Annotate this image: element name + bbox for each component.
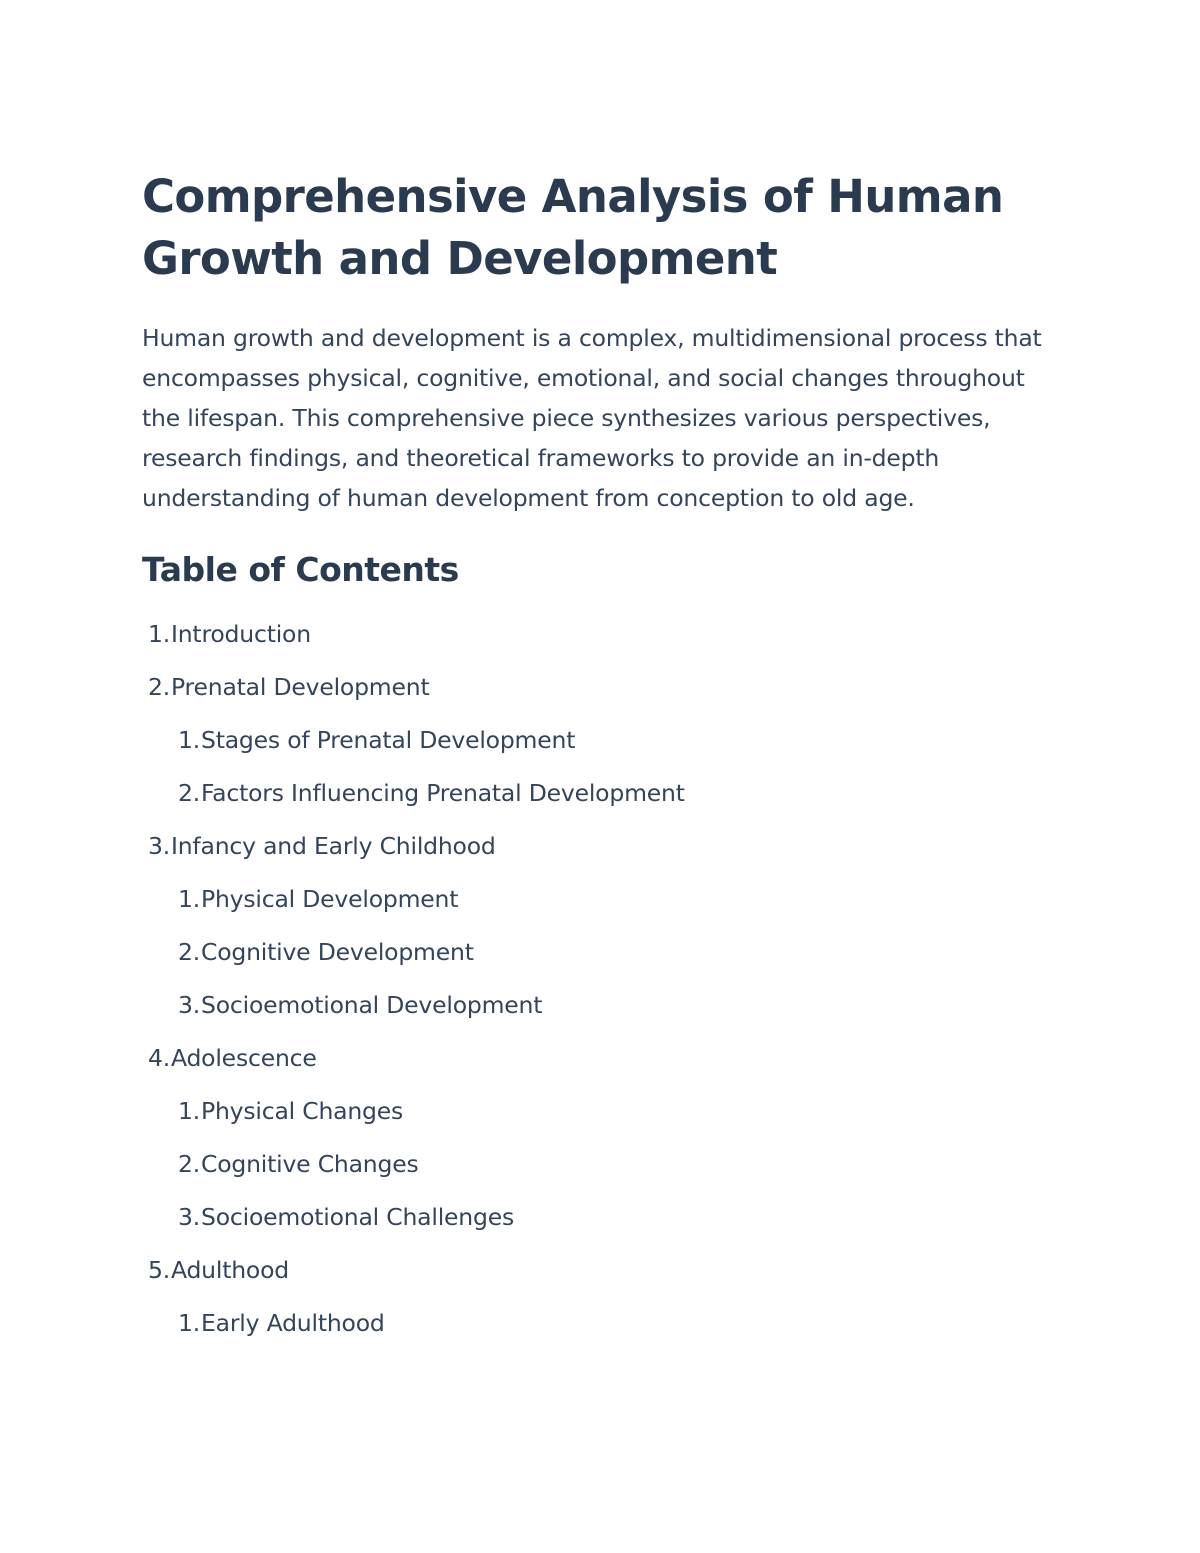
- toc-subitem: [142, 767, 1062, 820]
- table-of-contents: [142, 608, 1062, 1350]
- toc-heading: Table of Contents: [142, 550, 459, 589]
- toc-item-number: 4.: [147, 1044, 170, 1072]
- toc-subitem: [142, 714, 1062, 767]
- toc-subitem: [142, 926, 1062, 979]
- toc-item-label: Prenatal Development: [171, 673, 430, 701]
- toc-item-label: Introduction: [171, 620, 311, 648]
- toc-item-label: Adolescence: [171, 1044, 317, 1072]
- toc-item-number: 3.: [147, 832, 170, 860]
- toc-item-number: 1.: [177, 1097, 200, 1125]
- toc-item-number: 1.: [177, 726, 200, 754]
- toc-item-label: Stages of Prenatal Development: [201, 726, 576, 754]
- toc-subitem: [142, 979, 1062, 1032]
- toc-item-number: 2.: [177, 779, 200, 807]
- toc-item-label: Socioemotional Development: [201, 991, 543, 1019]
- toc-item: [142, 608, 1062, 661]
- intro-paragraph: Human growth and development is a complex, multidimensional process that encompasses physical, cognitive, emotional, and social changes throughout the lifespan. This comprehensive piece synthesizes various perspectives, research findings, and theoretical frameworks to provide an in-depth understanding of human development from conception to old age.: [142, 324, 1042, 512]
- toc-item: [142, 820, 1062, 873]
- toc-item-number: 3.: [177, 991, 200, 1019]
- toc-item-number: 2.: [177, 1150, 200, 1178]
- toc-item-label: Early Adulthood: [201, 1309, 385, 1337]
- toc-item-label: Physical Changes: [201, 1097, 404, 1125]
- toc-item-number: 1.: [177, 1309, 200, 1337]
- toc-item: [142, 1244, 1062, 1297]
- toc-subitem: [142, 1138, 1062, 1191]
- toc-item-number: 2.: [177, 938, 200, 966]
- toc-item-number: 1.: [147, 620, 170, 648]
- toc-item-label: Physical Development: [201, 885, 459, 913]
- toc-item: [142, 661, 1062, 714]
- document-title: Comprehensive Analysis of Human Growth and Development: [142, 170, 1004, 285]
- toc-item-number: 2.: [147, 673, 170, 701]
- toc-item-label: Cognitive Development: [201, 938, 474, 966]
- toc-item-label: Socioemotional Challenges: [201, 1203, 514, 1231]
- toc-item-number: 1.: [177, 885, 200, 913]
- toc-subitem: [142, 1297, 1062, 1350]
- toc-item-label: Infancy and Early Childhood: [171, 832, 496, 860]
- toc-subitem: [142, 1191, 1062, 1244]
- toc-item-number: 5.: [147, 1256, 170, 1284]
- document-page: [142, 166, 1062, 1350]
- toc-item-label: Factors Influencing Prenatal Development: [201, 779, 685, 807]
- toc-item: [142, 1032, 1062, 1085]
- toc-subitem: [142, 1085, 1062, 1138]
- toc-item-label: Cognitive Changes: [201, 1150, 419, 1178]
- toc-item-label: Adulthood: [171, 1256, 289, 1284]
- toc-subitem: [142, 873, 1062, 926]
- toc-item-number: 3.: [177, 1203, 200, 1231]
